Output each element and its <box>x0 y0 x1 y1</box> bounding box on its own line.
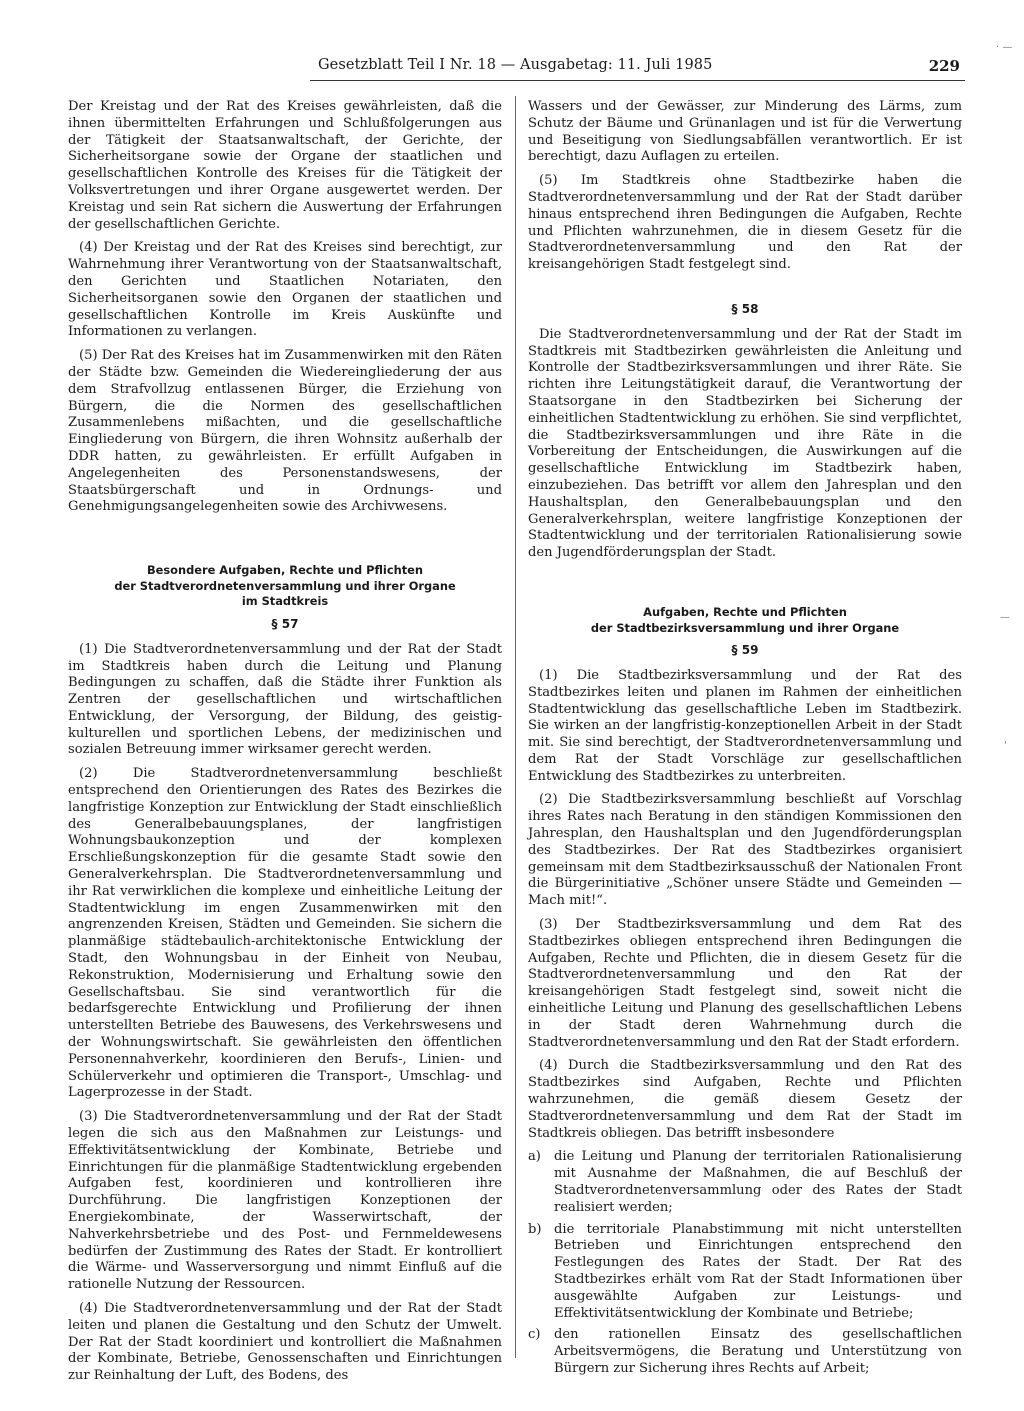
s59-paragraph-1: (1) Die Stadtbezirksversammlung und der Rat des Stadtbezirkes leiten und planen im Rahmen der einheitlichen Stadtentwicklung das gesellschaftliche Leben im Stadtbezirk. Sie wirken an der langfristig-konzeptionellen Arbeit in der Stadt mit. Sie sind berechtigt, der Stadtverordnetenversammlung und dem Rat der Stadt Vorschläge zur gesellschaftlichen Entwicklung des Stadtbezirkes zu unterbreiten. <box>528 667 962 784</box>
section-59-title: § 59 <box>731 643 759 658</box>
s57-paragraph-5: (5) Im Stadtkreis ohne Stadtbezirke haben die Stadtverordnetenversammlung und der Rat der Stadt darüber hinaus entsprechend ihren Bedingungen die Aufgaben, Rechte und Pflichten wahrzunehmen, die in diesem Gesetz für die Stadtverordnetenversammlung und den Rat der kreisangehörigen Stadt festgelegt sind. <box>528 173 962 273</box>
scan-mark: ' <box>1004 740 1007 751</box>
s59-paragraph-4: (4) Durch die Stadtbezirksversammlung und den Rat des Stadtbezirkes sind Aufgaben, Rechte und Pflichten wahrzunehmen, die gemäß diesem Gesetz der Stadtverordnetenversammlung und dem Rat der Stadt im Stadtkreis obliegen. Das betrifft insbesondere <box>528 1058 962 1141</box>
scan-mark: · — <box>996 42 1013 53</box>
section-heading-line-1: Besondere Aufgaben, Rechte und Pflichten <box>147 563 423 578</box>
list-label: a) <box>528 1149 541 1165</box>
section-57-title: § 57 <box>271 616 299 631</box>
section-58-title: § 58 <box>731 301 759 316</box>
list-label: c) <box>528 1327 541 1343</box>
section-heading-line-1: Aufgaben, Rechte und Pflichten <box>643 604 847 619</box>
paragraph-intro: Der Kreistag und der Rat des Kreises gewährleisten, daß die ihnen übermittelten Erfahrungen und Schlußfolgerungen aus der Tätigkeit der Staatsanwaltschaft, der Gerichte, der Sicherheitsorgane sowie der Organe der staatlichen und gesellschaftlichen Kontrolle des Kreises für die Tätigkeit der Volksvertretungen und ihrer Organe ausgewertet werden. Der Kreistag und sein Rat sichern die Auswertung der Erfahrungen der gesellschaftlichen Gerichte. <box>68 99 502 232</box>
section-heading-line-2: der Stadtverordnetenversammlung und ihrer Organe <box>114 578 456 593</box>
s57-paragraph-1: (1) Die Stadtverordnetenversammlung und der Rat der Stadt im Stadtkreis haben durch die Leitung und Planung Bedingungen zu schaffen, daß die Städte ihrer Funktion als Zentren der gesellschaftlichen und wirtschaftlichen Entwicklung, der Versorgung, der Bildung, des geistig-kulturellen und sportlichen Lebens, der medizinischen und sozialen Betreuung immer wirksamer gerecht werden. <box>68 641 502 758</box>
list-item <box>528 1327 962 1377</box>
scan-mark: — <box>1000 612 1010 623</box>
paragraph-5: (5) Der Rat des Kreises hat im Zusammenwirken mit den Räten der Städte bzw. Gemeinden die Wiedereingliederung der aus dem Strafvollzug entlassenen Bürger, die Erziehung von Bürgern, die die Normen des gesellschaftlichen Zusammenlebens mißachten, und die gesellschaftliche Eingliederung von Bürgern, die ihren Wohnsitz außerhalb der DDR hatten, zu gewährleisten. Er erfüllt Aufgaben in Angelegenheiten des Personenstandswesens, der Staatsbürgerschaft und in Ordnungs- und Genehmigungsangelegenheiten sowie des Archivwesens. <box>68 348 502 515</box>
header-rule <box>310 80 965 81</box>
column-divider <box>515 96 516 1358</box>
list-item <box>528 1222 962 1323</box>
header-title: Gesetzblatt Teil I Nr. 18 — Ausgabetag: 11. Juli 1985 <box>318 57 713 73</box>
s57-paragraph-2: (2) Die Stadtverordnetenversammlung beschließt entsprechend den Orientierungen des Rates des Bezirkes die langfristige Konzeption zur Entwicklung der Stadt einschließlich des Generalbebauungsplanes, der langfristigen Wohnungsbaukonzeption und der komplexen Erschließungskonzeption für die gesamte Stadt sowie den Generalverkehrsplan. Die Stadtverordnetenversammlung und ihr Rat verwirklichen die komplexe und einheitliche Leitung der Stadtentwicklung im engen Zusammenwirken mit den angrenzenden Kreisen, Städten und Gemeinden. Sie sichern die planmäßige städtebaulich-architektonische Entwicklung der Stadt, den Wohnungsbau in der Einheit von Neubau, Rekonstruktion, Modernisierung und Erhaltung sowie den Gesellschaftsbau. Sie sind verantwortlich für die bedarfsgerechte Entwicklung und Profilierung der ihnen unterstellten Betriebe des Bauwesens, des Verkehrswesens und der Wohnungswirtschaft. Sie gewährleisten den öffentlichen Personennahverkehr, koordinieren den Berufs-, Linien- und Schülerverkehr und optimieren die Transport-, Umschlag- und Lagerprozesse in der Stadt. <box>68 766 502 1101</box>
s57-paragraph-3: (3) Die Stadtverordnetenversammlung und der Rat der Stadt legen die sich aus den Maßnahmen zur Leistungs- und Effektivitätsentwicklung der Kombinate, Betriebe und Einrichtungen für die planmäßige Stadtentwicklung ergebenden Aufgaben fest, koordinieren und kontrollieren ihre Durchführung. Die langfristigen Konzeptionen der Energiekombinate, der Wasserwirtschaft, der Nahverkehrsbetriebe und des Post- und Fernmeldewesens bedürfen der Zustimmung des Rates der Stadt. Er kontrolliert die Wärme- und Wasserversorgung und nimmt Einfluß auf die rationelle Nutzung der Ressourcen. <box>68 1109 502 1293</box>
list-text: die Leitung und Planung der territorialen Rationalisierung mit Ausnahme der Maßnahmen, die auf Beschluß der Stadtverordnetenversammlung oder des Rates der Stadt realisiert werden; <box>554 1149 962 1215</box>
section-heading-line-2: der Stadtbezirksversammlung und ihrer Organe <box>590 620 900 635</box>
left-column <box>68 99 502 1392</box>
s57-paragraph-4: (4) Die Stadtverordnetenversammlung und der Rat der Stadt leiten und planen die Gestaltung und den Schutz der Umwelt. Der Rat der Stadt koordiniert und kontrolliert die Maßnahmen der Kombinate, Betriebe, Genossenschaften und Einrichtungen zur Reinhaltung der Luft, des Bodens, des <box>68 1300 502 1384</box>
list-text: den rationellen Einsatz des gesellschaftlichen Arbeitsvermögens, die Beratung und Unterstützung von Bürgern zur Sicherung ihres Rechts auf Arbeit; <box>554 1327 962 1376</box>
list-item <box>528 1149 962 1216</box>
s59-paragraph-3: (3) Der Stadtbezirksversammlung und dem Rat des Stadtbezirkes obliegen entsprechend ihren Bedingungen die Aufgaben, Rechte und Pflichten, die in diesem Gesetz für die Stadtverordnetenversammlung und den Rat der kreisangehörigen Stadt festgelegt sind, soweit nicht die einheitliche Leitung und Planung des gesellschaftlichen Lebens in der Stadt deren Wahrnehmung durch die Stadtverordnetenversammlung und den Rat der Stadt erfordern. <box>528 917 962 1050</box>
list-label: b) <box>528 1221 542 1237</box>
s58-paragraph: Die Stadtverordnetenversammlung und der Rat der Stadt im Stadtkreis mit Stadtbezirken gewährleisten die Anleitung und Kontrolle der Stadtbezirksversammlungen und ihrer Räte. Sie richten ihre Leitungstätigkeit darauf, die Verantwortung der Staatsorgane in den Stadtbezirken bei Sicherung der einheitlichen Stadtentwicklung zu erhöhen. Sie sind verpflichtet, die Stadtbezirksversammlungen und ihre Räte in die Vorbereitung der Entscheidungen, die Auswirkungen auf die gesellschaftliche Entwicklung im Stadtbezirk haben, einzubeziehen. Das betrifft vor allem den Jahresplan und den Haushaltsplan, den Generalbebauungsplan und den Generalverkehrsplan, weitere langfristige Konzeptionen der Stadtentwicklung und der territorialen Rationalisierung sowie den Jugendförderungsplan der Stadt. <box>528 326 962 561</box>
page-header <box>300 57 960 81</box>
paragraph-continued: Wassers und der Gewässer, zur Minderung des Lärms, zum Schutz der Bäume und Grünanlagen und ist für die Verwertung und Beseitigung von Siedlungsabfällen verantwortlich. Er ist berechtigt, dazu Auflagen zu erteilen. <box>528 99 962 165</box>
page-number: 229 <box>928 57 960 75</box>
paragraph-4: (4) Der Kreistag und der Rat des Kreises sind berechtigt, zur Wahrnehmung ihrer Verantwortung von der Staatsanwaltschaft, den Gerichten und Staatlichen Notariaten, den Sicherheitsorganen sowie den Organen der staatlichen und gesellschaftlichen Kontrolle im Kreis Auskünfte und Informationen zu verlangen. <box>68 240 502 340</box>
s59-paragraph-2: (2) Die Stadtbezirksversammlung beschließt auf Vorschlag ihres Rates nach Beratung in den ständigen Kommissionen den Jahresplan, den Haushaltsplan und den Jugendförderungsplan des Stadtbezirkes. Der Rat des Stadtbezirkes organisiert gemeinsam mit dem Stadtbezirksausschuß der Nationalen Front die Bürgerinitiative „Schöner unsere Städte und Gemeinden — Mach mit!“. <box>528 792 962 909</box>
right-column <box>528 99 962 1383</box>
section-heading-line-3: im Stadtkreis <box>241 594 329 609</box>
list-text: die territoriale Planabstimmung mit nicht unterstellten Betrieben und Einrichtungen entsprechend den Festlegungen des Rates der Stadt. Der Rat des Stadtbezirkes erhält vom Rat der Stadt Informationen über ausgewählte Aufgaben zur Leistungs- und Effektivitätsentwicklung der Kombinate und Betriebe; <box>554 1221 962 1321</box>
